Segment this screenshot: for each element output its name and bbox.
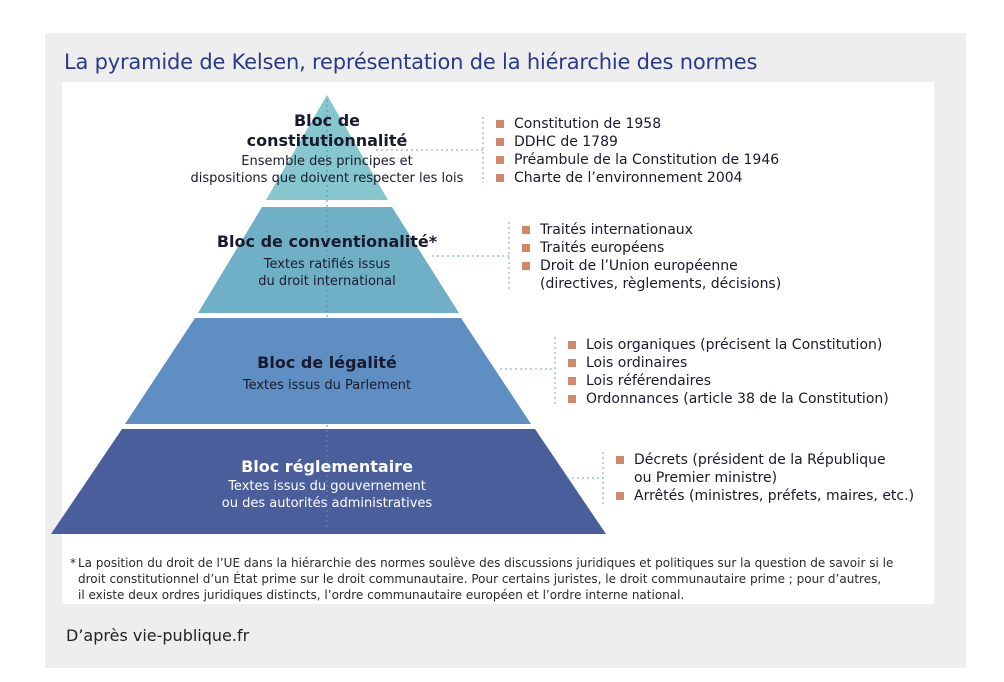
list-item: Charte de l’environnement 2004 [496,169,779,187]
tier-description: Textes ratifiés issus [263,257,391,272]
list-item: Décrets (président de la République [616,451,914,469]
footnote-line: droit constitutionnel d’un État prime sur le droit communautaire. Pour certains juristes, le droit communautaire prime ; pour d’autres, [78,572,882,586]
list-item: (directives, règlements, décisions) [540,276,782,292]
bullet-square-icon [568,395,576,403]
list-item: Lois organiques (précisent la Constitution) [568,336,889,354]
tier-description: Ensemble des principes et [241,154,413,169]
list-item: Traités européens [522,239,781,257]
bullet-square-icon [522,226,530,234]
tier-label-conventionalite [217,232,437,290]
footnote [70,555,930,603]
figure-title: La pyramide de Kelsen, représentation de la hiérarchie des normes [64,50,758,74]
bullet-square-icon [496,120,504,128]
bullet-square-icon [616,492,624,500]
tier-description: Textes issus du gouvernement [228,479,426,494]
bullet-square-icon [522,262,530,270]
footnote-line: La position du droit de l’UE dans la hiérarchie des normes soulève des discussions juridiques et politiques sur la question de savoir si le [78,556,894,570]
bullet-square-icon [496,138,504,146]
tier-heading: Bloc réglementaire [241,457,413,476]
list-item: Lois ordinaires [568,354,889,372]
source-credit: D’après vie-publique.fr [66,626,250,645]
list-item: ou Premier ministre) [634,470,778,486]
list-item: Constitution de 1958 [496,115,779,133]
bullet-square-icon [496,156,504,164]
tier-label-constitutionnalite [191,111,464,187]
list-item: Droit de l’Union européenne [522,257,781,275]
list-item: Lois référendaires [568,372,889,390]
tier-label-legalite [243,353,411,394]
tier-heading: constitutionnalité [246,131,408,150]
tier-description: dispositions que doivent respecter les lois [190,171,464,186]
bullet-square-icon [568,359,576,367]
list-item: Arrêtés (ministres, préfets, maires, etc.) [616,487,914,505]
items-reglementaire [616,451,914,505]
footnote-marker: * [70,556,76,570]
footnote-line: il existe deux ordres juridiques distincts, l’ordre communautaire européen et l’ordre interne national. [78,588,685,602]
bullet-square-icon [568,341,576,349]
list-item: Ordonnances (article 38 de la Constitution) [568,390,889,408]
items-conventionalite [522,221,781,293]
tier-description: Textes issus du Parlement [242,378,412,393]
bullet-square-icon [616,456,624,464]
list-item: DDHC de 1789 [496,133,779,151]
list-item: Préambule de la Constitution de 1946 [496,151,779,169]
tier-heading: Bloc de conventionalité* [216,232,438,251]
items-constitutionnalite [496,115,779,187]
bullet-square-icon [522,244,530,252]
items-legalite [568,336,889,408]
tier-description: du droit international [258,274,396,289]
list-item: Traités internationaux [522,221,781,239]
tier-description: ou des autorités administratives [221,496,433,511]
bullet-square-icon [568,377,576,385]
bullet-square-icon [496,174,504,182]
tier-heading: Bloc de [293,111,361,130]
tier-label-reglementaire [222,457,432,512]
tier-heading: Bloc de légalité [257,353,397,372]
